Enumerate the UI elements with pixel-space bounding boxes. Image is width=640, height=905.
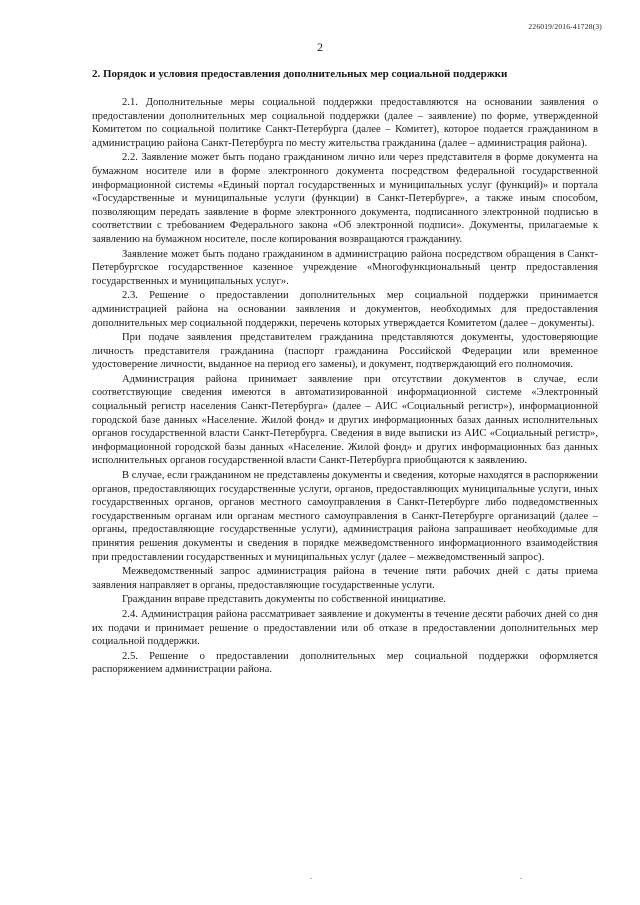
- scan-speck: [310, 878, 312, 879]
- paragraph-2-2: 2.2. Заявление может быть подано гражданином лично или через представителя в форме документа на бумажном носителе или в форме электронного документа посредством федеральной государственной информационной системы «Единый портал государственных и муниципальных услуг (функций)» и портала «Государственные и муниципальные услуги (функции) в Санкт-Петербурге», а также иным способом, позволяющим передать заявление в форме электронного документа, подписанного электронной подписью в соответствии с требованием Федерального закона «Об электронной подписи». Документы, прилагаемые к заявлению на бумажном носителе, после копирования возвращаются гражданину.: [92, 152, 598, 245]
- paragraph-own-initiative: Гражданин вправе представить документы по собственной инициативе.: [122, 594, 446, 606]
- paragraph-ais-register: Администрация района принимает заявление при отсутствии документов в случае, если соответствующие сведения имеются в автоматизированной информационной системе «Электронный социальный регистр населения Санкт-Петербурга» (далее – АИС «Социальный регистр»), информационной городской базе данных «Население. Жилой фонд» и других информационных базах данных исполнительных органов государственной власти Санкт-Петербурга. Сведения в виде выписки из АИС «Социальный регистр», информационной городской базы данных «Население. Жилой фонд» и других информационных баз данных исполнительных органов государственной власти Санкт-Петербурга приобщаются к заявлению.: [92, 373, 598, 467]
- document-body: [92, 96, 598, 678]
- paragraph-2-4: 2.4. Администрация района рассматривает заявление и документы в течение десяти рабочих дней со дня их подачи и принимает решение о предоставлении или об отказе в предоставлении дополнительных мер социальной поддержки.: [92, 608, 598, 648]
- paragraph-2-1: 2.1. Дополнительные меры социальной поддержки предоставляются на основании заявления о предоставлении дополнительных мер социальной поддержки (далее – заявление) по форме, утвержденной Комитетом по социальной политике Санкт-Петербурга (далее – Комитет), которое подается гражданином в администрацию района Санкт-Петербурга по месту жительства гражданина (далее – администрация района).: [92, 97, 598, 149]
- paragraph-2-3: 2.3. Решение о предоставлении дополнительных мер социальной поддержки принимается администрацией района на основании заявления и документов, необходимых для предоставления дополнительных мер социальной поддержки, перечень которых утверждается Комитетом (далее – документы).: [92, 290, 598, 329]
- paragraph-interagency: В случае, если гражданином не представлены документы и сведения, которые находятся в распоряжении органов, предоставляющих государственные услуги, органов, предоставляющих муниципальные услуги, иных государственных органов, органов местного самоуправления в Санкт-Петербурге либо подведомственных государственным органам или органам местного самоуправления в Санкт-Петербурге организаций (далее – органы, предоставляющие государственные услуги), администрация района запрашивает необходимые для принятия решения документы и сведения в порядке межведомственного информационного взаимодействия при предоставлении государственных и муниципальных услуг (далее – межведомственный запрос).: [92, 470, 598, 563]
- scan-speck: [520, 878, 522, 879]
- section-heading: 2. Порядок и условия предоставления дополнительных мер социальной поддержки: [92, 68, 508, 80]
- paragraph-request-deadline: Межведомственный запрос администрация района в течение пяти рабочих дней с даты приема заявления направляет в органы, предоставляющие государственные услуги.: [92, 566, 598, 591]
- paragraph-representative: При подаче заявления представителем гражданина представляются документы, удостоверяющие личность представителя гражданина (паспорт гражданина Российской Федерации или временное удостоверение личности, выданное на период его замены), и документ, подтверждающий его полномочия.: [92, 332, 598, 371]
- paragraph-2-5: 2.5. Решение о предоставлении дополнительных мер социальной поддержки оформляется распоряжением администрации района.: [92, 650, 598, 676]
- page-number: 2: [317, 40, 323, 54]
- paragraph-mfc: Заявление может быть подано гражданином в администрацию района посредством обращения в Санкт-Петербургское государственное казенное учреждение «Многофункциональный центр предоставления государственных и муниципальных услуг».: [92, 248, 598, 287]
- document-number: 226019/2016-41728(3): [528, 22, 602, 31]
